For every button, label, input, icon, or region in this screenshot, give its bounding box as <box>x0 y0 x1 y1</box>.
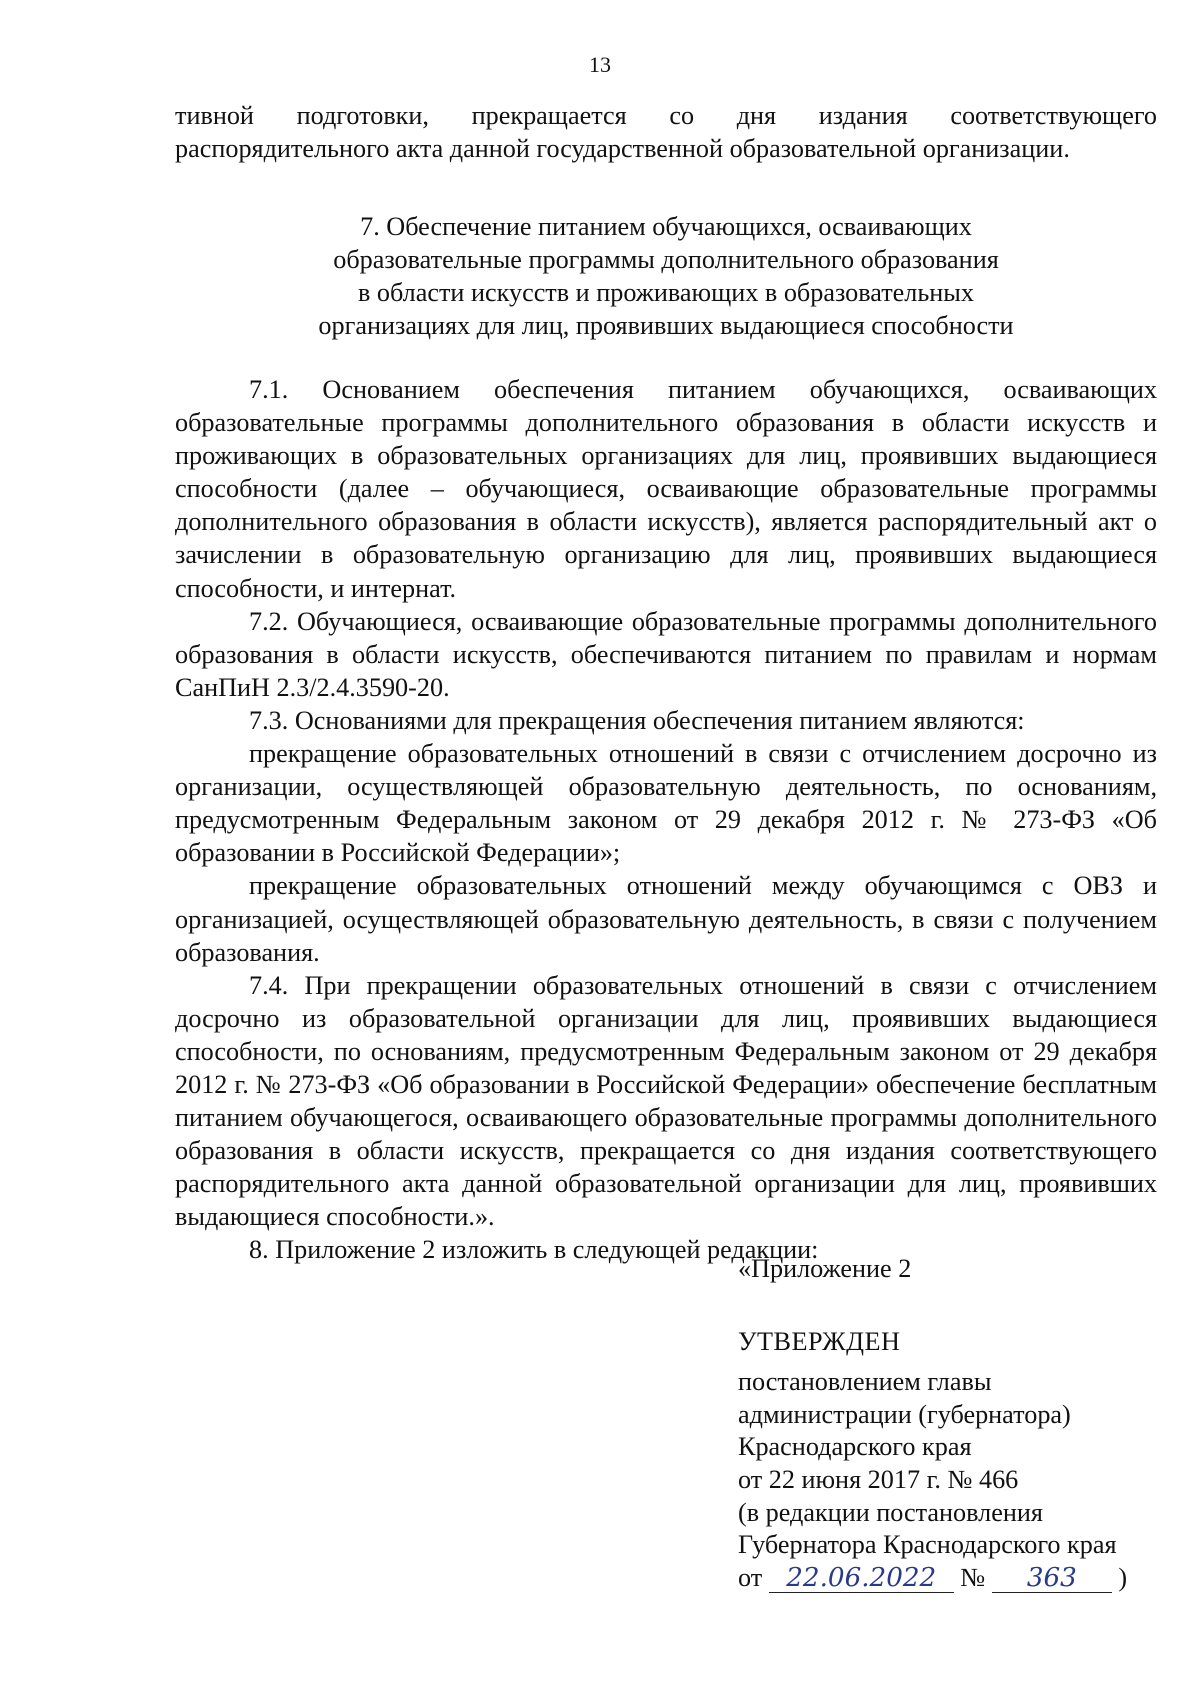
paragraph-7-3-b: прекращение образовательных отношений между обучающимся с ОВЗ и организацией, осуществляющей образовательную деятельность, в связи с получением образования. <box>175 871 1157 967</box>
approval-line: (в редакции постановления <box>738 1497 1043 1527</box>
signature-line <box>738 1562 1178 1595</box>
heading-line: в области искусств и проживающих в образовательных <box>357 278 974 307</box>
approved-heading: УТВЕРЖДЕН <box>738 1326 901 1356</box>
continuation-paragraph: тивной подготовки, прекращается со дня издания соответствующего распорядительного акта данной государственной образовательной организации. <box>175 101 1157 164</box>
paragraph-7-1: 7.1. Основанием обеспечения питанием обучающихся, осваивающих образовательные программы дополнительного образования в области искусств и проживающих в образовательных организациях для лиц, проявивших выдающиеся способности (далее – обучающиеся, осваивающие образовательные программы дополнительного образования в области искусств), является распорядительный акт о зачислении в образовательную организацию для лиц, проявивших выдающиеся способности, и интернат. <box>175 375 1157 603</box>
page-number: 13 <box>589 52 611 77</box>
handwritten-date: 22.06.2022 <box>769 1564 954 1593</box>
close-paren: ) <box>1118 1562 1128 1592</box>
approval-line: Губернатора Краснодарского края <box>738 1530 1117 1560</box>
approval-block <box>738 1253 1178 1594</box>
approval-line: Краснодарского края <box>738 1432 972 1462</box>
paragraph-7-3: 7.3. Основаниями для прекращения обеспечения питанием являются: <box>249 705 1025 735</box>
section-7-heading <box>175 210 1157 342</box>
heading-line: 7. Обеспечение питанием обучающихся, осваивающих <box>360 212 972 241</box>
heading-line: организациях для лиц, проявивших выдающиеся способности <box>318 311 1014 340</box>
paragraph-8: 8. Приложение 2 изложить в следующей редакции: <box>249 1235 819 1265</box>
paragraph-7-3-a: прекращение образовательных отношений в связи с отчислением досрочно из организации, осуществляющей образовательную деятельность, по основаниям, предусмотренным Федеральным законом от 29 декабря 2012 г. № 273-ФЗ «Об образовании в Российской Федерации»; <box>175 739 1157 868</box>
paragraph-7-4: 7.4. При прекращении образовательных отношений в связи с отчислением досрочно из образовательной организации для лиц, проявивших выдающиеся способности, по основаниям, предусмотренным Федеральным законом от 29 декабря 2012 г. № 273-ФЗ «Об образовании в Российской Федерации» обеспечение бесплатным питанием обучающегося, осваивающего образовательные программы дополнительного образования в области искусств, прекращается со дня издания соответствующего распорядительного акта данной образовательной организации для лиц, проявивших выдающиеся способности.». <box>175 970 1157 1232</box>
appendix-label: «Приложение 2 <box>738 1254 912 1283</box>
approval-line: постановлением главы <box>738 1367 992 1397</box>
paragraph-7-2: 7.2. Обучающиеся, осваивающие образовательные программы дополнительного образования в области искусств, обеспечиваются питанием по правилам и нормам СанПиН 2.3/2.4.3590-20. <box>175 606 1157 702</box>
continuation-text <box>175 99 1157 165</box>
number-sign: № <box>960 1562 986 1592</box>
approval-line: от 22 июня 2017 г. № 466 <box>738 1464 1019 1494</box>
handwritten-number: 363 <box>992 1564 1112 1593</box>
ot-label: от <box>738 1562 763 1592</box>
section-7-body <box>175 373 1157 1267</box>
approval-line: администрации (губернатора) <box>738 1399 1071 1429</box>
heading-line: образовательные программы дополнительного образования <box>333 245 999 274</box>
